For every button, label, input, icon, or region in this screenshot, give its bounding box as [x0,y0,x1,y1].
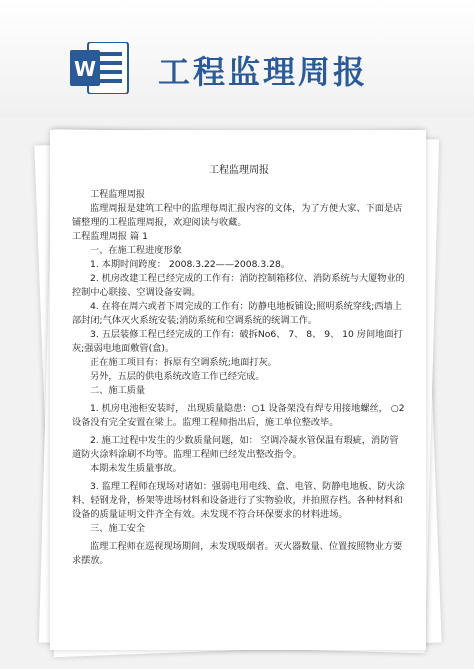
s1-paragraph-3: 4. 在将在周六或者下周完成的工作有：防静电地板铺设;照明系统穿线;西墙上部封闭;气体灭火系统安装;消防系统和空调系统的统调工作。 [72,301,402,326]
s1-paragraph-6: 另外，五层的供电系统改造工作已经完成。 [90,371,265,382]
s2-paragraph-4: 3. 监理工程师在现场对诸如：强弱电用电线、盒、电管、防静电地板、防火涂料、轻钢龙骨，桥架等进场材料和设备进行了实物验收，并拍照存档。各种材料和设备的质量证明文件齐全有效。未发现不符合环保要求的材料进场。 [72,481,405,520]
s2-heading: 二、施工质量 [90,385,146,396]
section-heading: 工程监理周报 篇 1 [72,231,148,242]
s2-paragraph-1: 1. 机房电池柜安装时， 出现质量隐患：○1 设备架没有焊专用接地螺丝， ○2 设备没有完全安置在梁上。监理工程师指出后，施工单位整改毕。 [72,403,405,428]
s3-heading: 三、施工安全 [90,523,146,534]
s1-paragraph-5: 正在施工项目有：拆原有空调系统;地面打灰。 [90,357,277,368]
s2-paragraph-2: 2. 施工过程中发生的少数质量问题，如： 空调冷凝水管保温有瑕疵，消防管道防火涂料涂刷不均等。监理工程师已经发出整改指令。 [72,435,399,460]
s1-paragraph-1: 1. 本期时间跨度： 2008.3.22——2008.3.28。 [90,259,290,270]
svg-text:W: W [73,57,97,81]
banner-header [0,0,474,118]
s2-paragraph-3: 本期未发生质量事故。 [90,463,182,474]
s1-paragraph-4: 3. 五层装修工程已经完成的工作有：破拆No6、 7、 8、 9、 10 房间地面打灰;强弱电地面敷管(盒)。 [72,329,403,354]
intro-paragraph: 监理周报是建筑工程中的监理每周汇报内容的文体，为了方便大家、下面是店铺整理的工程监理周报，欢迎阅读与收藏。 [72,203,403,228]
document-body [72,158,406,568]
page-title: 工程监理周报 [158,53,369,91]
document-title: 工程监理周报 [209,165,269,176]
intro-heading: 工程监理周报 [90,189,146,200]
s3-paragraph-1: 监理工程师在巡视现场期间，未发现吸烟者。灭火器数量、位置按照物业方要求摆放。 [72,541,403,566]
s1-heading: 一、在施工程进度形象 [90,245,182,256]
s1-paragraph-2: 2. 机房改建工程已经完成的工作有：消防控制箱移位、消防系统与大厦物业的控制中心联接、空调设备安调。 [72,273,405,298]
word-icon [70,42,130,94]
